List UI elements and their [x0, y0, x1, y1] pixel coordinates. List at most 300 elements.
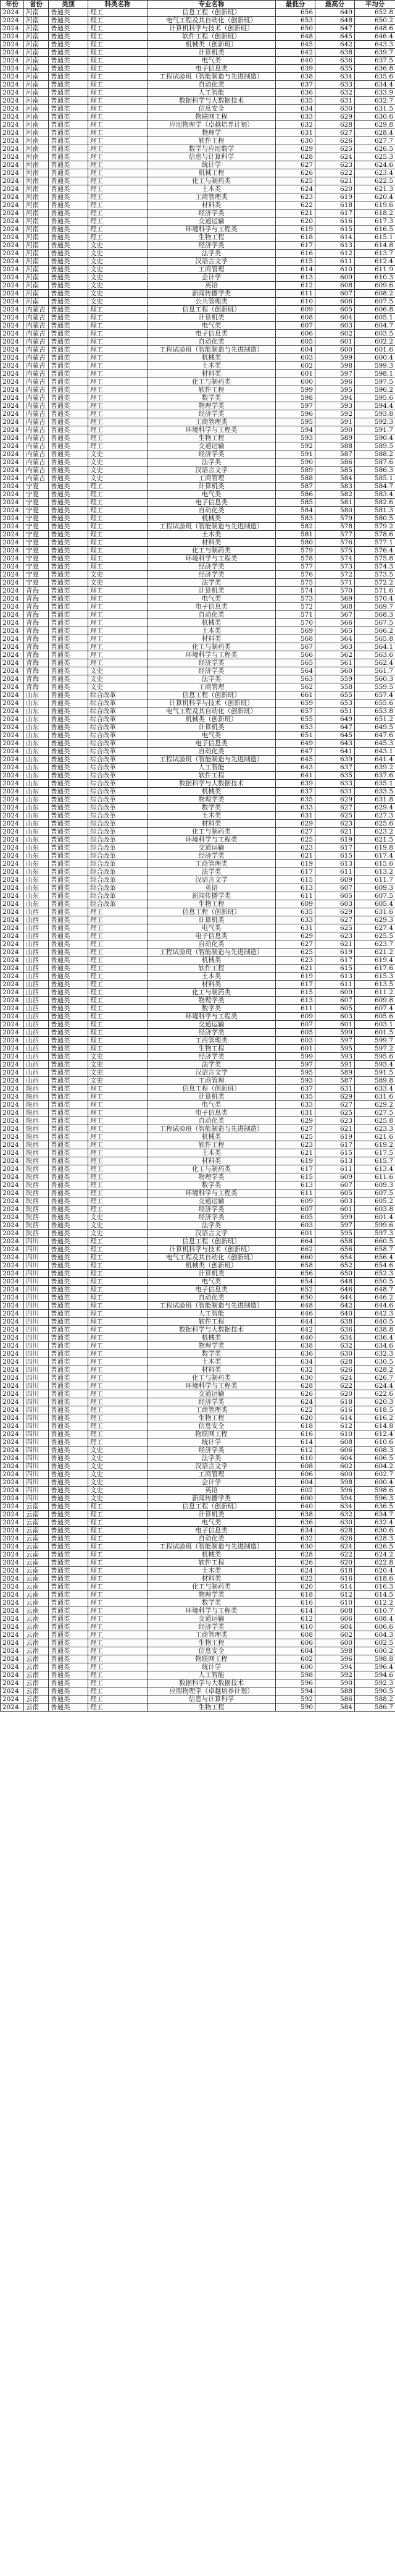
cell-year: 2024: [1, 1021, 24, 1029]
cell-major: 环境科学与工程类: [148, 651, 276, 659]
table-row: [1, 1206, 395, 1214]
cell-avg-score: 620.3: [355, 1398, 395, 1406]
cell-subject-type: 理工: [88, 1382, 148, 1390]
cell-min-score: 620: [315, 1390, 355, 1398]
cell-max-score: 652: [276, 1286, 315, 1294]
cell-year: 2024: [1, 828, 24, 836]
cell-province: 山东: [24, 860, 49, 868]
cell-category: 普通类: [49, 965, 88, 973]
cell-min-score: 643: [315, 740, 355, 748]
cell-province: 云南: [24, 1679, 49, 1687]
cell-min-score: 566: [315, 619, 355, 627]
cell-max-score: 633: [276, 916, 315, 924]
cell-province: 山东: [24, 788, 49, 796]
cell-major: 经济学类: [148, 1214, 276, 1222]
table-row: [1, 1093, 395, 1101]
cell-max-score: 568: [276, 635, 315, 643]
cell-major: 材料类: [148, 981, 276, 989]
cell-year: 2024: [1, 812, 24, 820]
cell-category: 普通类: [49, 756, 88, 764]
cell-year: 2024: [1, 595, 24, 603]
cell-max-score: 620: [276, 217, 315, 226]
header-min-score: 最高分: [315, 1, 355, 9]
cell-category: 普通类: [49, 539, 88, 547]
cell-year: 2024: [1, 659, 24, 667]
cell-avg-score: 609.3: [355, 1181, 395, 1189]
cell-min-score: 642: [315, 1302, 355, 1310]
cell-min-score: 616: [315, 217, 355, 226]
cell-year: 2024: [1, 274, 24, 282]
cell-province: 山东: [24, 868, 49, 876]
cell-category: 普通类: [49, 531, 88, 539]
cell-max-score: 607: [276, 322, 315, 330]
table-row: [1, 1503, 395, 1511]
cell-subject-type: 理工: [88, 153, 148, 161]
cell-subject-type: 理工: [88, 1029, 148, 1037]
cell-year: 2024: [1, 378, 24, 386]
cell-category: 普通类: [49, 667, 88, 675]
cell-avg-score: 655.6: [355, 699, 395, 707]
cell-max-score: 636: [276, 1350, 315, 1358]
cell-max-score: 613: [276, 884, 315, 892]
table-row: [1, 547, 395, 555]
cell-province: 河南: [24, 137, 49, 145]
cell-subject-type: 理工: [88, 25, 148, 33]
table-row: [1, 234, 395, 242]
cell-subject-type: 理工: [88, 1141, 148, 1149]
cell-province: 内蒙古: [24, 346, 49, 354]
cell-major: 化工与制药类: [148, 989, 276, 997]
table-row: [1, 764, 395, 772]
table-row: [1, 667, 395, 675]
cell-avg-score: 636.5: [355, 1503, 395, 1511]
cell-major: 经济学类: [148, 563, 276, 571]
cell-subject-type: 理工: [88, 1551, 148, 1559]
cell-min-score: 607: [315, 884, 355, 892]
cell-category: 普通类: [49, 820, 88, 828]
cell-year: 2024: [1, 338, 24, 346]
cell-major: 电气工程及其自动化（创新班）: [148, 17, 276, 25]
cell-max-score: 604: [276, 1479, 315, 1487]
cell-year: 2024: [1, 499, 24, 507]
cell-max-score: 613: [276, 274, 315, 282]
cell-subject-type: 理工: [88, 948, 148, 956]
cell-avg-score: 619.8: [355, 844, 395, 852]
cell-max-score: 629: [276, 1117, 315, 1125]
cell-category: 普通类: [49, 1093, 88, 1101]
cell-category: 普通类: [49, 683, 88, 691]
cell-avg-score: 594.4: [355, 402, 395, 410]
cell-province: 宁夏: [24, 499, 49, 507]
cell-max-score: 637: [276, 1085, 315, 1093]
cell-major: 电子信息类: [148, 1286, 276, 1294]
cell-subject-type: 综合改革: [88, 748, 148, 756]
cell-min-score: 623: [315, 932, 355, 940]
cell-max-score: 590: [276, 458, 315, 467]
cell-subject-type: 理工: [88, 523, 148, 531]
cell-year: 2024: [1, 1382, 24, 1390]
cell-subject-type: 理工: [88, 442, 148, 450]
cell-year: 2024: [1, 1414, 24, 1422]
cell-category: 普通类: [49, 145, 88, 153]
cell-max-score: 609: [276, 900, 315, 908]
cell-province: 宁夏: [24, 515, 49, 523]
cell-category: 普通类: [49, 579, 88, 587]
cell-max-score: 628: [276, 1382, 315, 1390]
cell-category: 普通类: [49, 1069, 88, 1077]
cell-year: 2024: [1, 1406, 24, 1414]
cell-major: 化工与制药类: [148, 828, 276, 836]
cell-avg-score: 629.3: [355, 916, 395, 924]
cell-province: 四川: [24, 1358, 49, 1366]
cell-avg-score: 621.5: [355, 836, 395, 844]
cell-max-score: 590: [276, 1704, 315, 1712]
table-row: [1, 1117, 395, 1125]
cell-year: 2024: [1, 1077, 24, 1085]
cell-major: 电气类: [148, 1278, 276, 1286]
cell-max-score: 649: [276, 740, 315, 748]
cell-subject-type: 文史: [88, 1053, 148, 1061]
cell-max-score: 608: [276, 1631, 315, 1639]
cell-category: 普通类: [49, 812, 88, 820]
cell-subject-type: 理工: [88, 1607, 148, 1615]
cell-max-score: 627: [276, 1125, 315, 1133]
cell-max-score: 608: [276, 1463, 315, 1471]
cell-max-score: 602: [276, 1487, 315, 1495]
cell-max-score: 656: [276, 9, 315, 17]
cell-province: 云南: [24, 1639, 49, 1647]
cell-major: 信息工程（创新班）: [148, 306, 276, 314]
table-row: [1, 515, 395, 523]
table-row: [1, 627, 395, 635]
cell-min-score: 605: [315, 1005, 355, 1013]
cell-max-score: 636: [276, 1519, 315, 1527]
table-row: [1, 1173, 395, 1181]
cell-year: 2024: [1, 1479, 24, 1487]
cell-subject-type: 理工: [88, 1133, 148, 1141]
cell-max-score: 595: [276, 418, 315, 426]
cell-year: 2024: [1, 531, 24, 539]
cell-subject-type: 理工: [88, 1615, 148, 1623]
cell-year: 2024: [1, 161, 24, 169]
cell-category: 普通类: [49, 788, 88, 796]
cell-min-score: 621: [315, 1125, 355, 1133]
cell-avg-score: 586.3: [355, 467, 395, 475]
cell-avg-score: 643.3: [355, 41, 395, 49]
cell-province: 四川: [24, 1278, 49, 1286]
cell-major: 工商管理类: [148, 1631, 276, 1639]
cell-avg-score: 600.2: [355, 1647, 395, 1655]
cell-major: 人工智能: [148, 764, 276, 772]
cell-category: 普通类: [49, 571, 88, 579]
cell-avg-score: 584.7: [355, 483, 395, 491]
cell-category: 普通类: [49, 1005, 88, 1013]
cell-province: 四川: [24, 1302, 49, 1310]
cell-category: 普通类: [49, 1382, 88, 1390]
cell-province: 四川: [24, 1326, 49, 1334]
cell-min-score: 595: [315, 1230, 355, 1238]
cell-avg-score: 570.4: [355, 595, 395, 603]
cell-province: 河南: [24, 217, 49, 226]
cell-min-score: 650: [315, 1270, 355, 1278]
cell-min-score: 634: [315, 73, 355, 81]
cell-subject-type: 理工: [88, 362, 148, 370]
cell-subject-type: 文史: [88, 579, 148, 587]
cell-max-score: 622: [276, 201, 315, 209]
cell-major: 数学类: [148, 1181, 276, 1189]
cell-min-score: 622: [315, 1382, 355, 1390]
table-row: [1, 426, 395, 434]
table-row: [1, 1246, 395, 1254]
cell-province: 云南: [24, 1671, 49, 1679]
cell-subject-type: 文史: [88, 467, 148, 475]
cell-province: 四川: [24, 1318, 49, 1326]
cell-year: 2024: [1, 587, 24, 595]
cell-category: 普通类: [49, 828, 88, 836]
cell-category: 普通类: [49, 1350, 88, 1358]
cell-min-score: 595: [315, 1045, 355, 1053]
cell-major: 电气类: [148, 924, 276, 932]
cell-province: 河南: [24, 274, 49, 282]
cell-category: 普通类: [49, 1206, 88, 1214]
cell-avg-score: 585.1: [355, 475, 395, 483]
cell-subject-type: 理工: [88, 57, 148, 65]
table-row: [1, 563, 395, 571]
cell-subject-type: 文史: [88, 298, 148, 306]
cell-major: 交通运输: [148, 1615, 276, 1623]
cell-min-score: 612: [315, 1591, 355, 1599]
table-row: [1, 1519, 395, 1527]
cell-avg-score: 660.5: [355, 1238, 395, 1246]
cell-subject-type: 理工: [88, 410, 148, 418]
table-row: [1, 740, 395, 748]
cell-province: 宁夏: [24, 539, 49, 547]
cell-category: 普通类: [49, 418, 88, 426]
cell-category: 普通类: [49, 916, 88, 924]
cell-year: 2024: [1, 1631, 24, 1639]
cell-subject-type: 理工: [88, 1342, 148, 1350]
cell-major: 经济学类: [148, 852, 276, 860]
cell-year: 2024: [1, 1302, 24, 1310]
cell-max-score: 588: [276, 475, 315, 483]
cell-max-score: 624: [276, 1398, 315, 1406]
cell-major: 经济学类: [148, 1053, 276, 1061]
cell-year: 2024: [1, 571, 24, 579]
cell-subject-type: 文史: [88, 1077, 148, 1085]
cell-year: 2024: [1, 201, 24, 209]
cell-year: 2024: [1, 523, 24, 531]
cell-avg-score: 580.5: [355, 515, 395, 523]
table-row: [1, 1704, 395, 1712]
cell-avg-score: 567.5: [355, 619, 395, 627]
cell-avg-score: 607.5: [355, 1189, 395, 1197]
cell-major: 环境科学与工程类: [148, 1013, 276, 1021]
cell-major: 土木类: [148, 531, 276, 539]
cell-year: 2024: [1, 1286, 24, 1294]
cell-max-score: 600: [276, 1663, 315, 1671]
cell-major: 数学类: [148, 394, 276, 402]
cell-subject-type: 文史: [88, 1455, 148, 1463]
cell-avg-score: 617.5: [355, 1149, 395, 1157]
table-row: [1, 161, 395, 169]
cell-min-score: 595: [315, 386, 355, 394]
cell-subject-type: 文史: [88, 1446, 148, 1455]
cell-province: 河南: [24, 41, 49, 49]
cell-avg-score: 627.5: [355, 1109, 395, 1117]
table-row: [1, 956, 395, 965]
cell-subject-type: 理工: [88, 1270, 148, 1278]
cell-major: 经济学类: [148, 242, 276, 250]
cell-category: 普通类: [49, 1053, 88, 1061]
cell-min-score: 610: [315, 266, 355, 274]
cell-max-score: 601: [276, 370, 315, 378]
cell-province: 陕西: [24, 1085, 49, 1093]
table-row: [1, 1238, 395, 1246]
cell-category: 普通类: [49, 362, 88, 370]
cell-major: 统计学: [148, 1663, 276, 1671]
cell-subject-type: 理工: [88, 1631, 148, 1639]
cell-avg-score: 577.1: [355, 539, 395, 547]
cell-province: 河南: [24, 9, 49, 17]
cell-min-score: 562: [315, 651, 355, 659]
cell-min-score: 648: [315, 1278, 355, 1286]
cell-subject-type: 理工: [88, 981, 148, 989]
cell-province: 山东: [24, 740, 49, 748]
cell-province: 山西: [24, 948, 49, 956]
cell-major: 材料类: [148, 1157, 276, 1165]
cell-province: 四川: [24, 1262, 49, 1270]
cell-avg-score: 594.6: [355, 1671, 395, 1679]
cell-year: 2024: [1, 691, 24, 699]
cell-subject-type: 理工: [88, 1254, 148, 1262]
cell-subject-type: 理工: [88, 1503, 148, 1511]
cell-year: 2024: [1, 1117, 24, 1125]
cell-min-score: 630: [315, 1519, 355, 1527]
cell-max-score: 629: [276, 932, 315, 940]
cell-year: 2024: [1, 410, 24, 418]
cell-avg-score: 635.1: [355, 780, 395, 788]
cell-subject-type: 理工: [88, 129, 148, 137]
cell-year: 2024: [1, 57, 24, 65]
cell-year: 2024: [1, 442, 24, 450]
table-row: [1, 1366, 395, 1374]
cell-avg-score: 646.2: [355, 1294, 395, 1302]
cell-subject-type: 文史: [88, 282, 148, 290]
cell-major: 材料类: [148, 1366, 276, 1374]
table-row: [1, 306, 395, 314]
cell-major: 电气工程及其自动化（创新班）: [148, 1254, 276, 1262]
cell-max-score: 615: [276, 989, 315, 997]
cell-category: 普通类: [49, 402, 88, 410]
cell-category: 普通类: [49, 868, 88, 876]
table-row: [1, 707, 395, 716]
table-row: [1, 49, 395, 57]
cell-province: 山西: [24, 908, 49, 916]
cell-avg-score: 592.3: [355, 1679, 395, 1687]
cell-max-score: 636: [276, 89, 315, 97]
cell-avg-score: 621.2: [355, 948, 395, 956]
cell-max-score: 617: [276, 1165, 315, 1173]
cell-major: 工商管理: [148, 1471, 276, 1479]
cell-subject-type: 综合改革: [88, 716, 148, 724]
cell-subject-type: 综合改革: [88, 836, 148, 844]
table-row: [1, 1222, 395, 1230]
cell-major: 生物工程: [148, 900, 276, 908]
cell-subject-type: 理工: [88, 483, 148, 491]
cell-max-score: 566: [276, 651, 315, 659]
cell-category: 普通类: [49, 1157, 88, 1165]
cell-subject-type: 综合改革: [88, 788, 148, 796]
cell-major: 自动化类: [148, 1117, 276, 1125]
cell-major: 电子信息类: [148, 1109, 276, 1117]
cell-category: 普通类: [49, 1406, 88, 1414]
table-row: [1, 948, 395, 956]
cell-major: 信息工程（创新班）: [148, 1503, 276, 1511]
cell-min-score: 630: [315, 105, 355, 113]
cell-subject-type: 理工: [88, 1430, 148, 1438]
cell-category: 普通类: [49, 1398, 88, 1406]
cell-major: 交通运输: [148, 844, 276, 852]
cell-major: 电子信息类: [148, 932, 276, 940]
cell-max-score: 642: [276, 1326, 315, 1334]
cell-min-score: 627: [315, 1101, 355, 1109]
cell-province: 山西: [24, 956, 49, 965]
cell-max-score: 621: [276, 852, 315, 860]
cell-avg-score: 624.6: [355, 161, 395, 169]
cell-province: 云南: [24, 1503, 49, 1511]
cell-major: 汉语言文学: [148, 876, 276, 884]
cell-province: 青海: [24, 675, 49, 683]
cell-max-score: 643: [276, 764, 315, 772]
cell-category: 普通类: [49, 346, 88, 354]
cell-avg-score: 636.4: [355, 1334, 395, 1342]
cell-min-score: 587: [315, 450, 355, 458]
cell-min-score: 602: [315, 330, 355, 338]
cell-max-score: 580: [276, 539, 315, 547]
cell-year: 2024: [1, 1535, 24, 1543]
cell-year: 2024: [1, 1222, 24, 1230]
cell-year: 2024: [1, 1053, 24, 1061]
cell-min-score: 616: [315, 1406, 355, 1414]
cell-major: 物理学类: [148, 796, 276, 804]
cell-subject-type: 理工: [88, 1005, 148, 1013]
cell-province: 河南: [24, 226, 49, 234]
cell-year: 2024: [1, 1181, 24, 1189]
cell-avg-score: 563.6: [355, 651, 395, 659]
cell-year: 2024: [1, 1109, 24, 1117]
cell-avg-score: 654.6: [355, 1262, 395, 1270]
cell-category: 普通类: [49, 555, 88, 563]
cell-year: 2024: [1, 298, 24, 306]
cell-major: 法学类: [148, 1222, 276, 1230]
cell-province: 陕西: [24, 1141, 49, 1149]
cell-avg-score: 656.4: [355, 1254, 395, 1262]
cell-avg-score: 610.6: [355, 1438, 395, 1446]
cell-subject-type: 理工: [88, 973, 148, 981]
cell-max-score: 594: [276, 426, 315, 434]
cell-category: 普通类: [49, 900, 88, 908]
cell-max-score: 653: [276, 724, 315, 732]
cell-year: 2024: [1, 675, 24, 683]
cell-year: 2024: [1, 306, 24, 314]
cell-category: 普通类: [49, 603, 88, 611]
cell-subject-type: 理工: [88, 402, 148, 410]
cell-category: 普通类: [49, 386, 88, 394]
cell-min-score: 647: [315, 25, 355, 33]
table-row: [1, 579, 395, 587]
cell-major: 经济学类: [148, 659, 276, 667]
cell-province: 四川: [24, 1398, 49, 1406]
